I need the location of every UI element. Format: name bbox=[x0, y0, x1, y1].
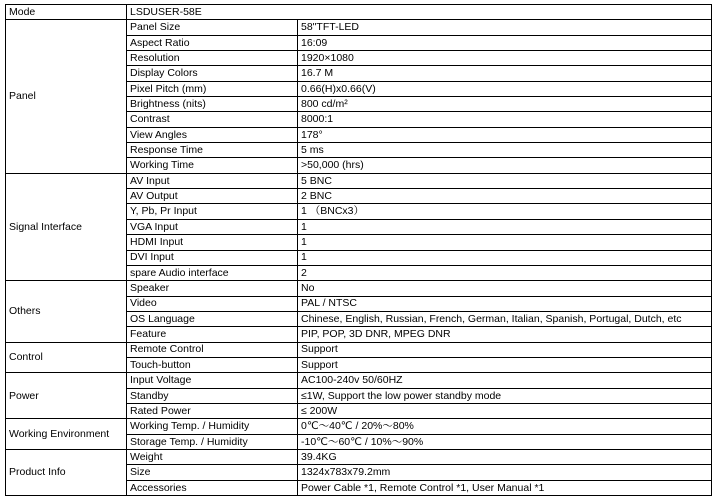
spec-label: VGA Input bbox=[127, 219, 298, 234]
spec-label: AV Input bbox=[127, 173, 298, 188]
spec-row bbox=[6, 20, 712, 35]
spec-value: 800 cd/m² bbox=[298, 97, 712, 112]
section-label: Product Info bbox=[6, 449, 127, 495]
spec-label: Response Time bbox=[127, 143, 298, 158]
spec-label: Size bbox=[127, 465, 298, 480]
spec-value: 16.7 M bbox=[298, 66, 712, 81]
section-label: Signal Interface bbox=[6, 173, 127, 280]
spec-label: Accessories bbox=[127, 480, 298, 495]
model-label: Mode bbox=[6, 5, 127, 20]
spec-value: >50,000 (hrs) bbox=[298, 158, 712, 173]
spec-value: 39.4KG bbox=[298, 449, 712, 464]
spec-value: 2 BNC bbox=[298, 189, 712, 204]
spec-value: Support bbox=[298, 357, 712, 372]
spec-label: Contrast bbox=[127, 112, 298, 127]
spec-value: 1 bbox=[298, 235, 712, 250]
spec-value: 1 （BNCx3） bbox=[298, 204, 712, 219]
spec-row bbox=[6, 373, 712, 388]
spec-label: Remote Control bbox=[127, 342, 298, 357]
spec-label: Input Voltage bbox=[127, 373, 298, 388]
spec-value: 5 BNC bbox=[298, 173, 712, 188]
spec-value: PIP, POP, 3D DNR, MPEG DNR bbox=[298, 327, 712, 342]
spec-value: AC100-240v 50/60HZ bbox=[298, 373, 712, 388]
spec-value: 1324x783x79.2mm bbox=[298, 465, 712, 480]
spec-value: 16:09 bbox=[298, 35, 712, 50]
spec-label: Video bbox=[127, 296, 298, 311]
spec-label: Resolution bbox=[127, 51, 298, 66]
spec-label: Feature bbox=[127, 327, 298, 342]
spec-value: 2 bbox=[298, 265, 712, 280]
spec-label: Y, Pb, Pr Input bbox=[127, 204, 298, 219]
spec-row bbox=[6, 419, 712, 434]
spec-label: Storage Temp. / Humidity bbox=[127, 434, 298, 449]
spec-row bbox=[6, 281, 712, 296]
spec-label: HDMI Input bbox=[127, 235, 298, 250]
spec-value: 5 ms bbox=[298, 143, 712, 158]
spec-value: No bbox=[298, 281, 712, 296]
spec-label: Brightness (nits) bbox=[127, 97, 298, 112]
spec-label: Working Time bbox=[127, 158, 298, 173]
spec-value: Support bbox=[298, 342, 712, 357]
spec-label: Weight bbox=[127, 449, 298, 464]
spec-value: PAL / NTSC bbox=[298, 296, 712, 311]
spec-value: -10℃～60℃ / 10%～90% bbox=[298, 434, 712, 449]
spec-value: ≤1W, Support the low power standby mode bbox=[298, 388, 712, 403]
spec-value: ≤ 200W bbox=[298, 403, 712, 418]
spec-label: Rated Power bbox=[127, 403, 298, 418]
spec-value: 1 bbox=[298, 250, 712, 265]
spec-label: DVI Input bbox=[127, 250, 298, 265]
spec-value: 178° bbox=[298, 127, 712, 142]
spec-label: Aspect Ratio bbox=[127, 35, 298, 50]
spec-table bbox=[5, 4, 712, 496]
section-label: Power bbox=[6, 373, 127, 419]
spec-value: Power Cable *1, Remote Control *1, User Manual *1 bbox=[298, 480, 712, 495]
spec-value: Chinese, English, Russian, French, German, Italian, Spanish, Portugal, Dutch, etc bbox=[298, 311, 712, 326]
section-label: Panel bbox=[6, 20, 127, 173]
section-label: Others bbox=[6, 281, 127, 342]
spec-label: Speaker bbox=[127, 281, 298, 296]
spec-label: Panel Size bbox=[127, 20, 298, 35]
spec-value: 58"TFT-LED bbox=[298, 20, 712, 35]
spec-value: 8000:1 bbox=[298, 112, 712, 127]
spec-label: spare Audio interface bbox=[127, 265, 298, 280]
spec-value: 1920×1080 bbox=[298, 51, 712, 66]
spec-label: Standby bbox=[127, 388, 298, 403]
spec-value: 0.66(H)x0.66(V) bbox=[298, 81, 712, 96]
spec-table-body bbox=[6, 5, 712, 496]
spec-label: AV Output bbox=[127, 189, 298, 204]
model-value: LSDUSER-58E bbox=[127, 5, 712, 20]
spec-label: OS Language bbox=[127, 311, 298, 326]
spec-label: Working Temp. / Humidity bbox=[127, 419, 298, 434]
spec-label: Display Colors bbox=[127, 66, 298, 81]
spec-value: 0℃～40℃ / 20%～80% bbox=[298, 419, 712, 434]
spec-value: 1 bbox=[298, 219, 712, 234]
header-row bbox=[6, 5, 712, 20]
spec-label: View Angles bbox=[127, 127, 298, 142]
spec-row bbox=[6, 342, 712, 357]
spec-row bbox=[6, 449, 712, 464]
spec-row bbox=[6, 173, 712, 188]
section-label: Control bbox=[6, 342, 127, 373]
spec-label: Touch-button bbox=[127, 357, 298, 372]
section-label: Working Environment bbox=[6, 419, 127, 450]
spec-label: Pixel Pitch (mm) bbox=[127, 81, 298, 96]
